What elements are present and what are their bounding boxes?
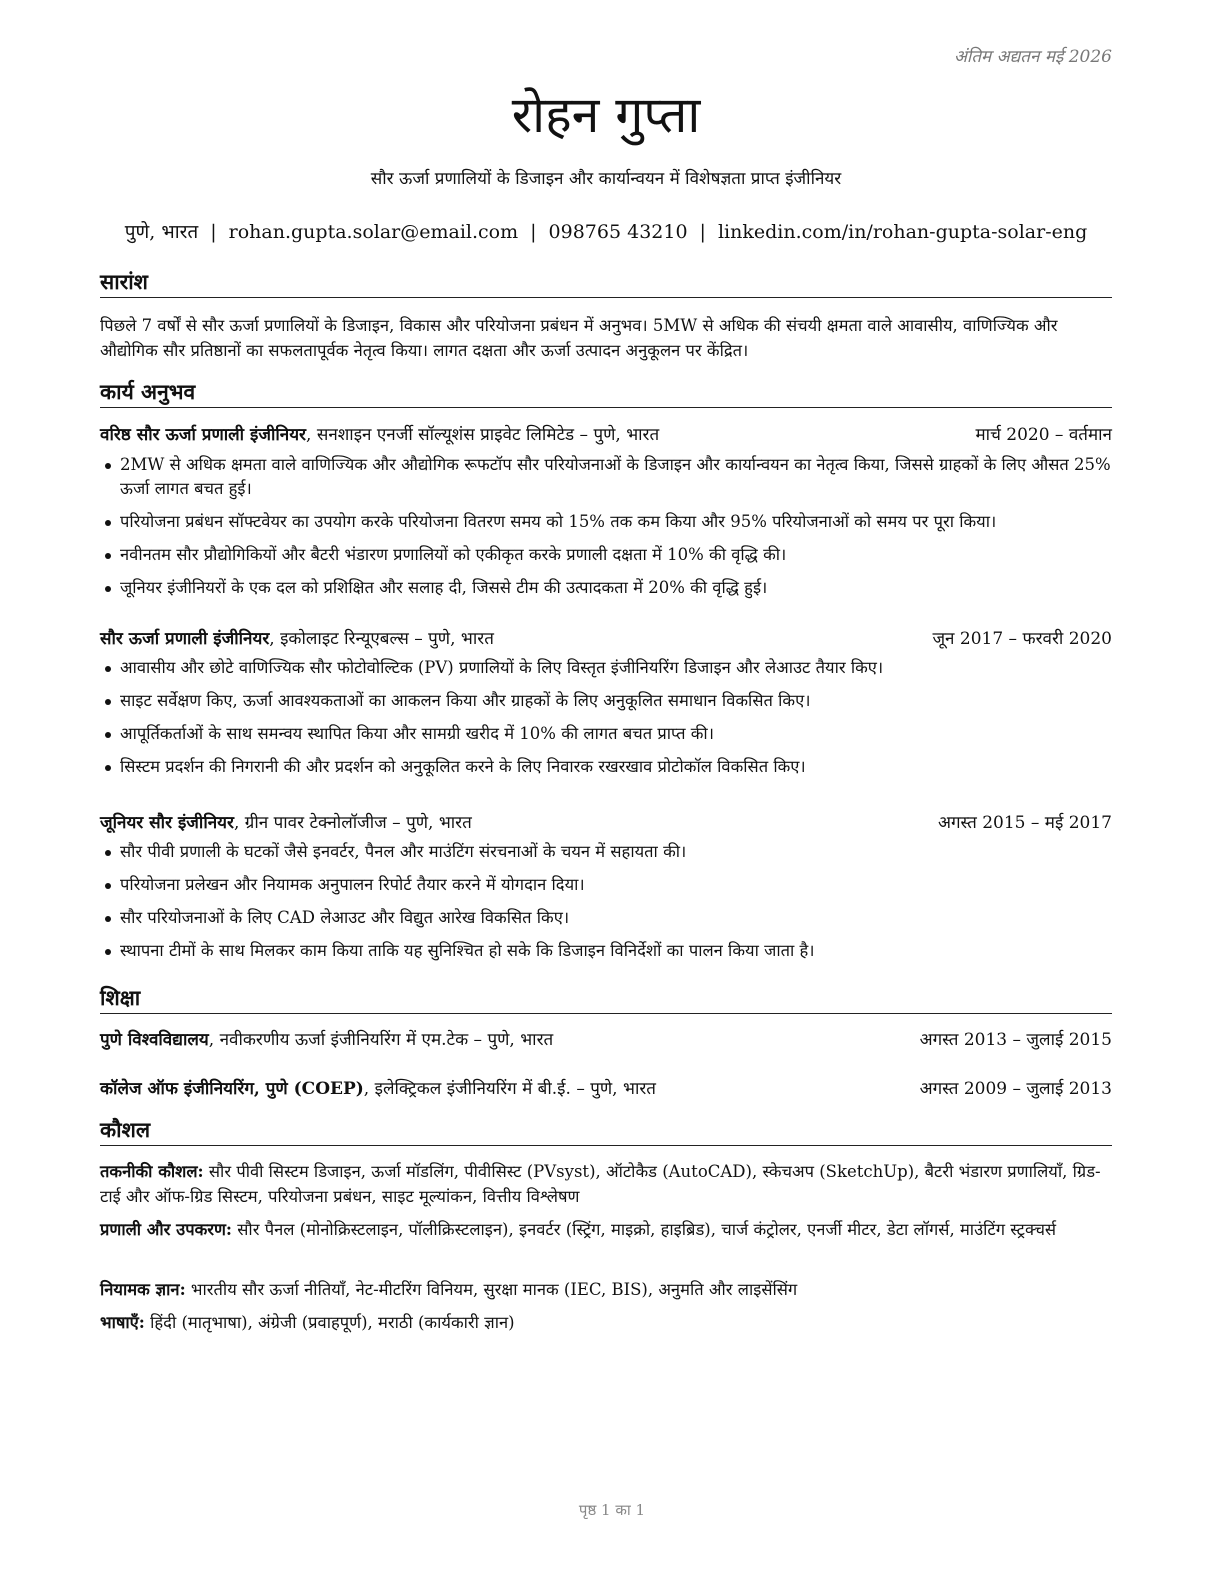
skill-label: भाषाएँ: xyxy=(100,1313,145,1332)
contact-separator: | xyxy=(210,221,217,243)
job-header xyxy=(100,811,1112,835)
education-school: पुणे विश्वविद्यालय xyxy=(100,1030,209,1050)
contact-location: पुणे, भारत xyxy=(124,221,199,243)
contact-email[interactable]: rohan.gupta.solar@email.com xyxy=(228,221,519,243)
headline: सौर ऊर्जा प्रणालियों के डिजाइन और कार्यान्वयन में विशेषज्ञता प्राप्त इंजीनियर xyxy=(370,169,842,189)
job-dates: जून 2017 – फरवरी 2020 xyxy=(932,629,1112,649)
education-degree: , इलेक्ट्रिकल इंजीनियरिंग में बी.ई. – पुणे, भारत xyxy=(363,1079,656,1099)
job-bullet: नवीनतम सौर प्रौद्योगिकियों और बैटरी भंडारण प्रणालियों को एकीकृत करके प्रणाली दक्षता में 10% की वृद्धि की। xyxy=(100,543,1112,567)
skill-label: नियामक ज्ञान: xyxy=(100,1280,186,1299)
skill-line xyxy=(100,1159,1112,1209)
section-title-summary: सारांश xyxy=(100,268,1112,298)
job-bullet: सिस्टम प्रदर्शन की निगरानी की और प्रदर्शन को अनुकूलित करने के लिए निवारक रखरखाव प्रोटोकॉल विकसित किए। xyxy=(100,755,1112,779)
job-bullet: जूनियर इंजीनियरों के एक दल को प्रशिक्षित और सलाह दी, जिससे टीम की उत्पादकता में 20% की वृद्धि हुई। xyxy=(100,576,1112,600)
skill-value: हिंदी (मातृभाषा), अंग्रेजी (प्रवाहपूर्ण), मराठी (कार्यकारी ज्ञान) xyxy=(144,1313,515,1332)
contact-linkedin[interactable]: linkedin.com/in/rohan-gupta-solar-eng xyxy=(717,221,1088,243)
job-bullet: सौर पीवी प्रणाली के घटकों जैसे इनवर्टर, पैनल और माउंटिंग संरचनाओं के चयन में सहायता की। xyxy=(100,840,1112,864)
contact-separator: | xyxy=(699,221,706,243)
job-dates: मार्च 2020 – वर्तमान xyxy=(975,425,1112,445)
page-number: पृष्ठ 1 का 1 xyxy=(578,1501,646,1519)
candidate-name: रोहन गुप्ता xyxy=(511,86,701,144)
education-degree: , नवीकरणीय ऊर्जा इंजीनियरिंग में एम.टेक – पुणे, भारत xyxy=(208,1030,554,1050)
job-bullet: साइट सर्वेक्षण किए, ऊर्जा आवश्यकताओं का आकलन किया और ग्राहकों के लिए अनुकूलित समाधान विकसित किए। xyxy=(100,689,1112,713)
skill-line xyxy=(100,1277,1112,1302)
job-organization: , इकोलाइट रिन्यूएबल्स – पुणे, भारत xyxy=(269,629,494,649)
job-bullets xyxy=(100,656,1112,788)
education-dates: अगस्त 2013 – जुलाई 2015 xyxy=(919,1030,1112,1050)
skill-value: भारतीय सौर ऊर्जा नीतियाँ, नेट-मीटरिंग विनियम, सुरक्षा मानक (IEC, BIS), अनुमति और लाइसेंसिंग xyxy=(185,1280,798,1299)
job-bullet: परियोजना प्रबंधन सॉफ्टवेयर का उपयोग करके परियोजना वितरण समय को 15% तक कम किया और 95% परियोजनाओं को समय पर पूरा किया। xyxy=(100,510,1112,534)
education-entry xyxy=(100,1077,1112,1101)
skill-value: सौर पैनल (मोनोक्रिस्टलाइन, पॉलीक्रिस्टलाइन), इनवर्टर (स्ट्रिंग, माइक्रो, हाइब्रिड), चार्ज कंट्रोलर, एनर्जी मीटर, डेटा लॉगर्स, माउंटिंग स्ट्रक्चर्स xyxy=(232,1220,1057,1239)
section-title-education: शिक्षा xyxy=(100,984,1112,1014)
job-bullet: परियोजना प्रलेखन और नियामक अनुपालन रिपोर्ट तैयार करने में योगदान दिया। xyxy=(100,873,1112,897)
last-updated: अंतिम अद्यतन मई 2026 xyxy=(953,47,1112,67)
job-bullet: सौर परियोजनाओं के लिए CAD लेआउट और विद्युत आरेख विकसित किए। xyxy=(100,906,1112,930)
skill-label: प्रणाली और उपकरण: xyxy=(100,1220,233,1239)
job-bullets xyxy=(100,453,1112,609)
job-bullet: आपूर्तिकर्ताओं के साथ समन्वय स्थापित किया और सामग्री खरीद में 10% की लागत बचत प्राप्त की। xyxy=(100,722,1112,746)
job-organization: , ग्रीन पावर टेक्नोलॉजीज – पुणे, भारत xyxy=(233,813,472,833)
job-header xyxy=(100,627,1112,651)
job-dates: अगस्त 2015 – मई 2017 xyxy=(937,813,1112,833)
job-title: जूनियर सौर इंजीनियर xyxy=(100,813,234,833)
job-header xyxy=(100,423,1112,447)
skill-line xyxy=(100,1310,1112,1335)
contact-line xyxy=(100,219,1112,245)
job-bullet: स्थापना टीमों के साथ मिलकर काम किया ताकि यह सुनिश्चित हो सके कि डिजाइन विनिर्देशों का पालन किया जाता है। xyxy=(100,939,1112,963)
job-bullet: 2MW से अधिक क्षमता वाले वाणिज्यिक और औद्योगिक रूफटॉप सौर परियोजनाओं के डिजाइन और कार्यान्वयन का नेतृत्व किया, जिससे ग्राहकों के लिए औसत 25% ऊर्जा लागत बचत हुई। xyxy=(100,453,1112,501)
skill-line xyxy=(100,1217,1112,1242)
job-bullet: आवासीय और छोटे वाणिज्यिक सौर फोटोवोल्टिक (PV) प्रणालियों के लिए विस्तृत इंजीनियरिंग डिजाइन और लेआउट तैयार किए। xyxy=(100,656,1112,680)
skill-value: सौर पीवी सिस्टम डिजाइन, ऊर्जा मॉडलिंग, पीवीसिस्ट (PVsyst), ऑटोकैड (AutoCAD), स्केचअप (SketchUp), बैटरी भंडारण प्रणालियाँ, ग्रिड-टाई और ऑफ-ग्रिड सिस्टम, परियोजना प्रबंधन, साइट मूल्यांकन, वित्तीय विश्लेषण xyxy=(100,1162,1101,1206)
job-title: सौर ऊर्जा प्रणाली इंजीनियर xyxy=(100,629,270,649)
education-dates: अगस्त 2009 – जुलाई 2013 xyxy=(919,1079,1112,1099)
section-title-experience: कार्य अनुभव xyxy=(100,378,1112,408)
section-title-skills: कौशल xyxy=(100,1116,1112,1146)
contact-phone: 098765 43210 xyxy=(548,221,688,243)
resume-page xyxy=(100,0,1112,1584)
job-title: वरिष्ठ सौर ऊर्जा प्रणाली इंजीनियर xyxy=(100,425,307,445)
skill-label: तकनीकी कौशल: xyxy=(100,1162,204,1181)
summary-text: पिछले 7 वर्षों से सौर ऊर्जा प्रणालियों के डिजाइन, विकास और परियोजना प्रबंधन में अनुभव। 5MW से अधिक की संचयी क्षमता वाले आवासीय, वाणिज्यिक और औद्योगिक सौर प्रतिष्ठानों का सफलतापूर्वक नेतृत्व किया। लागत दक्षता और ऊर्जा उत्पादन अनुकूलन पर केंद्रित। xyxy=(100,316,1058,360)
education-school: कॉलेज ऑफ इंजीनियरिंग, पुणे (COEP) xyxy=(100,1079,364,1099)
contact-separator: | xyxy=(530,221,537,243)
education-entry xyxy=(100,1028,1112,1052)
job-bullets xyxy=(100,840,1112,972)
job-organization: , सनशाइन एनर्जी सॉल्यूशंस प्राइवेट लिमिटेड – पुणे, भारत xyxy=(306,425,660,445)
